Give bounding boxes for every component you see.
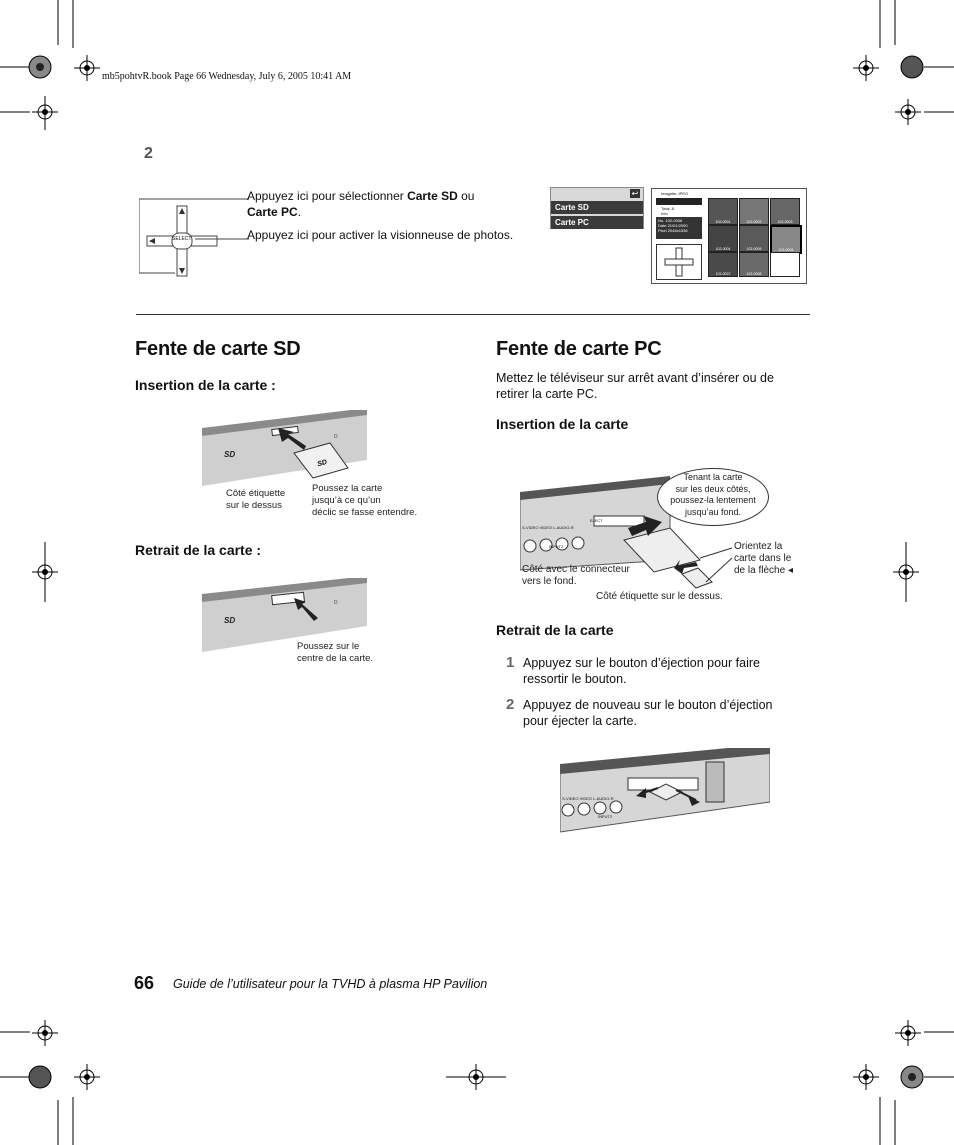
menu-item-carte-pc[interactable]: Carte PC [551,216,643,229]
thumbnail[interactable] [770,198,800,225]
menu-item-carte-sd[interactable]: Carte SD [551,201,643,214]
sd-section-title: Fente de carte SD [135,338,301,360]
thumbnail-selected[interactable] [770,225,802,254]
step-line: ressortir le bouton. [523,672,627,686]
thumb-label: 102-0004 [715,247,731,251]
panel-label: L-AUDIO-R [553,525,574,530]
step-line: Appuyez sur le bouton d’éjection pour faire [523,656,760,670]
caption-line: Côté avec le connecteur [522,564,630,575]
thumbnail[interactable] [708,198,738,225]
pc-remove-illustration [560,748,770,834]
pc-insert-heading: Insertion de la carte [496,416,629,432]
caption-line: vers le fond. [522,576,577,587]
svg-text:SD: SD [224,616,236,625]
info-no-value: 102-0006 [665,218,683,223]
caption-line: de la flèche [734,565,786,576]
bubble-line: Tenant la carte [683,472,743,482]
pc-connector-caption [522,564,630,588]
panel-eject: EJECT [590,518,603,523]
thumbnail-empty [770,252,800,277]
thumb-label: 102-0008 [746,272,762,276]
svg-text:D: D [334,434,338,440]
instruction-or: ou [457,189,475,203]
footer-text: Guide de l’utilisateur pour la TVHD à plasma HP Pavilion [173,977,488,991]
step-number: 1 [506,654,515,671]
pc-label-caption: Côté étiquette sur le dessus. [596,591,723,602]
caption-line: centre de la carte. [297,653,374,664]
sd-insert-caption-right [312,483,417,519]
pc-orient-caption [734,541,793,577]
thumb-label: 102-0001 [715,220,731,224]
panel-label: VIDEO [579,796,593,801]
sd-remove-caption [297,641,373,665]
instruction-carte-sd: Carte SD [407,189,458,203]
viewer-info-labels [661,206,674,216]
arrow-left-icon: ◂ [787,565,793,576]
caption-line: jusqu’à ce qu’un [312,495,381,506]
thumbnail-grid [708,198,802,276]
select-label: SELECT [172,236,192,242]
section-divider [136,314,810,315]
step-text [523,655,813,687]
thumbnail[interactable] [708,225,738,252]
intro-line: retirer la carte PC. [496,387,598,401]
sd-remove-heading: Retrait de la carte : [135,542,262,558]
panel-label: S-VIDEO [522,525,539,530]
thumb-label: 102-0002 [746,220,762,224]
instruction-prefix: Appuyez ici pour sélectionner [247,189,408,203]
caption-line: sur le dessus [226,500,282,511]
remote-instruction-1 [247,188,474,220]
bubble-line: poussez-la lentement [670,495,756,505]
info-header: Info [661,211,668,216]
svg-text:SD: SD [224,450,236,459]
pc-section-title: Fente de carte PC [496,338,662,360]
remove-panel-labels [562,796,614,801]
sd-insert-heading: Insertion de la carte : [135,377,276,393]
caption-line: Orientez la [734,541,783,552]
instruction-carte-pc: Carte PC [247,205,298,219]
print-header: mb5pohtvR.book Page 66 Wednesday, July 6, 2005 10:41 AM [102,71,352,82]
info-pixel-value: 2048x1536 [667,228,688,233]
step-line: Appuyez de nouveau sur le bouton d’éjection [523,698,773,712]
thumb-label: 102-0006 [778,248,794,252]
caption-line: Poussez sur le [297,641,360,652]
step-text [523,697,813,729]
remove-panel-input2: INPUT2 [598,814,613,819]
pc-remove-heading: Retrait de la carte [496,622,614,638]
step-line: pour éjecter la carte. [523,714,637,728]
bubble-text [668,472,758,518]
card-menu-panel [550,187,644,229]
viewer-dpad-icon [656,244,702,280]
viewer-title: Imagette JPEG [661,191,689,196]
thumbnail[interactable] [739,252,769,277]
caption-line: Côté étiquette [226,488,286,499]
panel-input2: INPUT2 [549,544,564,549]
svg-text:SD: SD [316,458,328,469]
intro-line: Mettez le téléviseur sur arrêt avant d’insérer ou de [496,371,774,385]
svg-text:D: D [334,600,338,606]
thumbnail[interactable] [739,225,769,252]
thumbnail[interactable] [739,198,769,225]
thumb-label: 102-0005 [746,247,762,251]
caption-line: carte dans le [734,553,792,564]
thumb-label: 102-0003 [777,220,793,224]
viewer-info-box [656,217,702,239]
instruction-period: . [297,205,302,219]
panel-label: S-VIDEO [562,796,579,801]
thumbnail[interactable] [708,252,738,277]
step-number: 2 [506,696,515,713]
viewer-highlight [656,198,702,205]
sd-insert-illustration [202,410,367,490]
info-date-value: 21/01/2000 [667,223,688,228]
info-pixel-label: Pixel [658,228,667,233]
footer-page-number: 66 [134,973,155,993]
menu-header [551,188,643,201]
bubble-line: jusqu’au fond. [684,506,742,517]
back-arrow-icon[interactable]: ↩ [631,189,639,198]
info-total: Total: 8 [661,206,674,211]
sd-insert-caption-left [226,488,285,512]
caption-line: déclic se fasse entendre. [312,507,418,518]
caption-line: Poussez la carte [312,483,383,494]
thumb-label: 102-0007 [715,272,731,276]
panel-labels [522,525,574,530]
pc-intro [496,370,774,402]
photo-viewer-screen [651,188,807,284]
remote-dpad-diagram [139,193,249,283]
info-no-label: No. [658,218,665,223]
remote-instruction-2: Appuyez ici pour activer la visionneuse de photos. [247,228,514,242]
info-date-label: Date [658,223,667,228]
panel-label: L-AUDIO-R [593,796,614,801]
step-number: 2 [144,145,153,162]
bubble-line: sur les deux côtés, [675,483,751,494]
panel-label: VIDEO [539,525,553,530]
